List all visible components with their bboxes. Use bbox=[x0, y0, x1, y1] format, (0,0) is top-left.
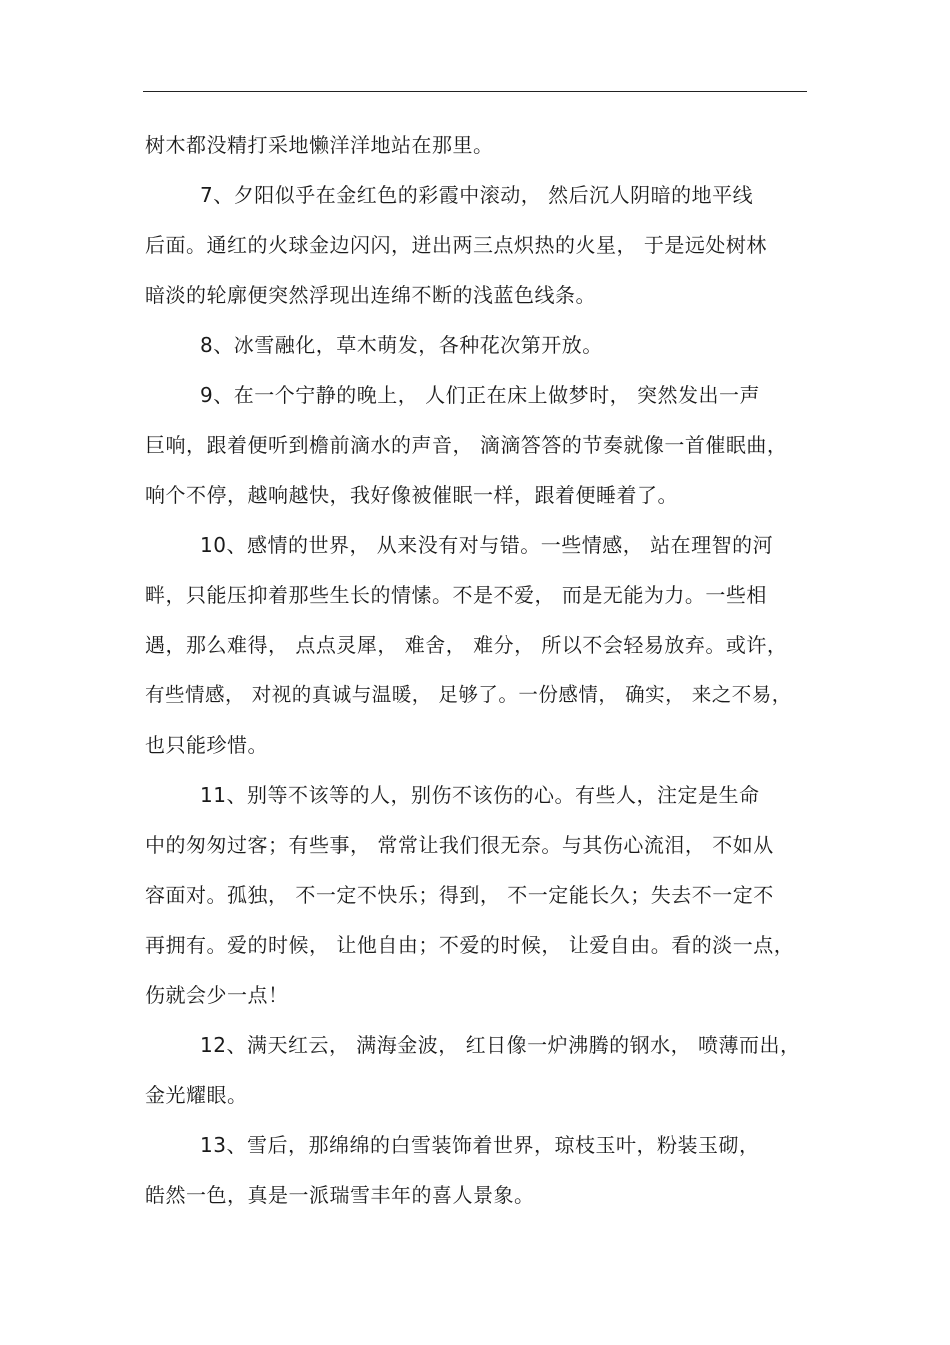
text-line: 皓然一色，真是一派瑞雪丰年的喜人景象。 bbox=[145, 1183, 535, 1207]
text-line: 暗淡的轮廓便突然浮现出连绵不断的浅蓝色线条。 bbox=[145, 283, 596, 307]
text-line: 遇，那么难得， 点点灵犀， 难舍， 难分， 所以不会轻易放弃。或许， bbox=[145, 633, 788, 657]
text-line: 响个不停，越响越快，我好像被催眠一样，跟着便睡着了。 bbox=[145, 483, 678, 507]
text-line: 容面对。孤独， 不一定不快乐；得到， 不一定能长久；失去不一定不 bbox=[145, 883, 774, 907]
text-line: 金光耀眼。 bbox=[145, 1083, 248, 1107]
text-line: 13、雪后，那绵绵的白雪装饰着世界，琼枝玉叶，粉装玉砌， bbox=[200, 1133, 760, 1157]
text-line: 巨响，跟着便听到檐前滴水的声音， 滴滴答答的节奏就像一首催眠曲， bbox=[145, 433, 788, 457]
text-line: 12、满天红云， 满海金波， 红日像一炉沸腾的钢水， 喷薄而出， bbox=[200, 1033, 801, 1057]
text-line: 树木都没精打采地懒洋洋地站在那里。 bbox=[145, 133, 494, 157]
text-line: 畔，只能压抑着那些生长的情愫。不是不爱， 而是无能为力。一些相 bbox=[145, 583, 767, 607]
text-line: 也只能珍惜。 bbox=[145, 733, 268, 757]
text-line: 再拥有。爱的时候， 让他自由；不爱的时候， 让爱自由。看的淡一点， bbox=[145, 933, 795, 957]
text-line: 7、夕阳似乎在金红色的彩霞中滚动， 然后沉人阴暗的地平线 bbox=[200, 183, 754, 207]
text-line: 伤就会少一点！ bbox=[145, 983, 289, 1007]
text-line: 8、冰雪融化，草木萌发，各种花次第开放。 bbox=[200, 333, 603, 357]
text-line: 中的匆匆过客；有些事， 常常让我们很无奈。与其伤心流泪， 不如从 bbox=[145, 833, 774, 857]
header-rule bbox=[143, 91, 807, 92]
text-line: 9、在一个宁静的晚上， 人们正在床上做梦时， 突然发出一声 bbox=[200, 383, 760, 407]
text-line: 后面。通红的火球金边闪闪，迸出两三点炽热的火星， 于是远处树林 bbox=[145, 233, 767, 257]
text-line: 有些情感， 对视的真诚与温暖， 足够了。一份感情， 确实， 来之不易， bbox=[145, 683, 792, 706]
text-line: 10、感情的世界， 从来没有对与错。一些情感， 站在理智的河 bbox=[200, 533, 774, 557]
text-line: 11、别等不该等的人，别伤不该伤的心。有些人，注定是生命 bbox=[200, 783, 760, 807]
